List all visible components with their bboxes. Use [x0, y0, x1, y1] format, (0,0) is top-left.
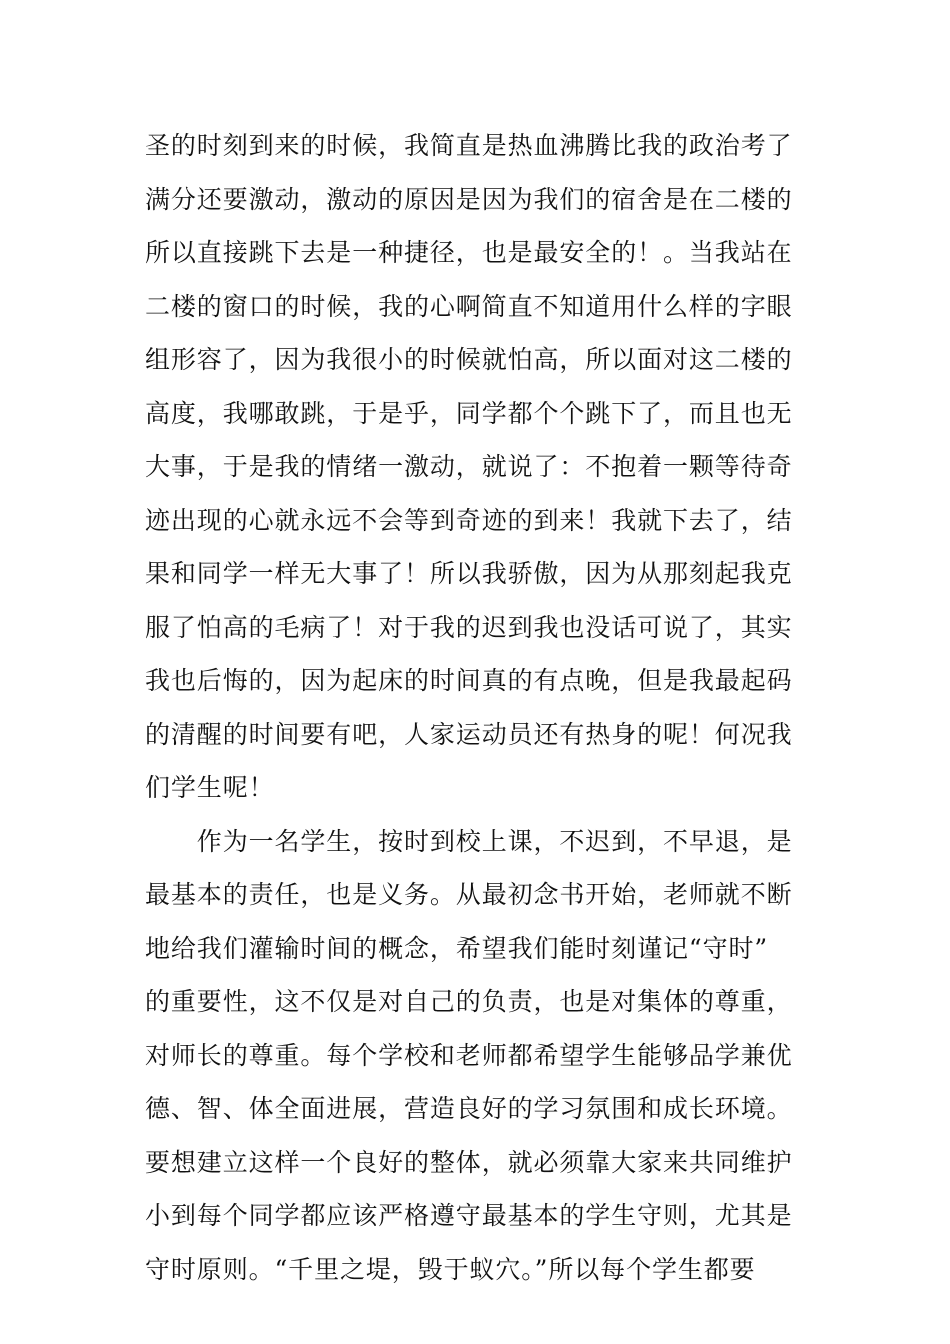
text-line: 的清醒的时间要有吧，人家运动员还有热身的呢！何况我	[145, 719, 793, 749]
text-line: 们学生呢！	[145, 773, 275, 802]
text-line: 的重要性，这不仅是对自己的负责，也是对集体的尊重，	[145, 987, 793, 1016]
text-line: 圣的时刻到来的时候，我简直是热血沸腾比我的政治考了	[145, 131, 793, 160]
body-text	[145, 123, 810, 1300]
text-line: 迹出现的心就永远不会等到奇迹的到来！我就下去了，结	[145, 505, 793, 535]
text-line: 我也后悔的，因为起床的时间真的有点晚，但是我最起码	[145, 666, 793, 695]
text-line: 二楼的窗口的时候，我的心啊简直不知道用什么样的字眼	[145, 291, 793, 321]
text-line: 组形容了，因为我很小的时候就怕高，所以面对这二楼的	[145, 345, 793, 374]
text-line: 满分还要激动，激动的原因是因为我们的宿舍是在二楼的	[145, 184, 793, 214]
text-line: 高度，我哪敢跳，于是乎，同学都个个跳下了，而且也无	[145, 398, 793, 428]
text-line: 所以直接跳下去是一种捷径，也是最安全的！。当我站在	[145, 238, 793, 267]
text-line: 服了怕高的毛病了！对于我的迟到我也没话可说了，其实	[145, 612, 793, 642]
text-line: 要想建立这样一个良好的整体，就必须靠大家来共同维护	[145, 1147, 793, 1177]
text-line: 大事，于是我的情绪一激动，就说了：不抱着一颗等待奇	[145, 452, 793, 481]
paragraph-start-line: 作为一名学生，按时到校上课，不迟到，不早退，是	[145, 826, 793, 856]
text-line: 地给我们灌输时间的概念，希望我们能时刻谨记“守时”	[145, 933, 769, 963]
text-line: 最基本的责任，也是义务。从最初念书开始，老师就不断	[145, 880, 793, 909]
text-line: 果和同学一样无大事了！所以我骄傲，因为从那刻起我克	[145, 559, 793, 588]
text-line: 守时原则。“千里之堤，毁于蚁穴。”所以每个学生都要	[145, 1254, 756, 1284]
text-line: 小到每个同学都应该严格遵守最基本的学生守则，尤其是	[145, 1201, 793, 1230]
text-line: 对师长的尊重。每个学校和老师都希望学生能够品学兼优	[145, 1040, 793, 1070]
text-line: 德、智、体全面进展，营造良好的学习氛围和成长环境。	[145, 1094, 793, 1123]
